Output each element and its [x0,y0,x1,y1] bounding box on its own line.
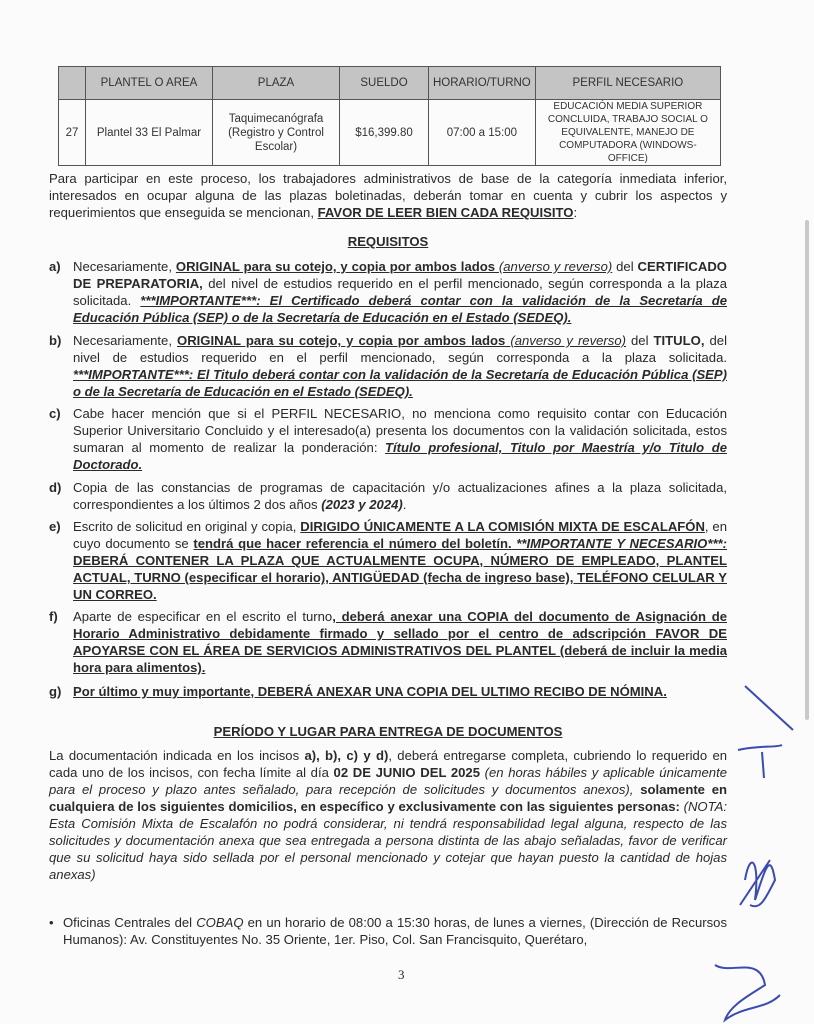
req-e-t5: **IMPORTANTE Y NECESARIO***: [511,536,728,551]
page-number: 3 [398,967,405,982]
req-a-t1: Necesariamente, [73,259,176,274]
bullet-dot-icon: • [49,915,54,930]
cell-sueldo: $16,399.80 [340,100,429,166]
req-c-t1: Cabe hacer mención que si el [73,406,272,421]
bullet-t2: COBAQ [196,915,244,930]
intro-emphasis: FAVOR DE LEER BIEN CADA REQUISITO [317,205,574,220]
req-c-t4: Título profesional, Titulo por Maestría y/o Titulo de Doctorado. [73,440,727,472]
requisito-c-label: c) [49,406,61,421]
req-a-t6: del nivel de estudios requerido en el perfil mencionado, según corresponda a la plaza solicitada. [73,276,728,308]
req-e-t1: Escrito de solicitud en original y copia, [73,519,301,534]
req-f-t1: Aparte de especificar en el escrito el turno [73,609,333,624]
req-f-t2: , deberá anexar una COPIA del documento de Asignación de Horario Administrativo debidamente firmado y sellado por el centro de adscripción FAVOR DE APOYARSE CON EL ÁREA DE SERVICIOS ADMINISTRATIVOS DEL PLANTEL (deberá de incluir la media hora para alimentos). [73,609,727,675]
req-a-t3: (anverso y reverso) [498,259,613,274]
requisito-d-label: d) [49,480,62,495]
cell-horario: 07:00 a 15:00 [429,100,536,166]
col-header-plaza: PLAZA [213,67,340,100]
bullet-t1: Oficinas Centrales del [63,915,197,930]
periodo-t2: a), b), c) y d) [304,748,389,763]
cell-plaza: Taquimecanógrafa (Registro y Control Escolar) [213,100,340,166]
req-c-t3: , no menciona como requisito contar con Educación Superior Universitario Concluido y el interesado(a) presenta los documentos con la validación solicitada, estos sumaran al momento de realizar la ponderación: [73,406,727,455]
requisito-f-label: f) [49,609,58,624]
req-e-t4: tendrá que hacer referencia el número del boletín. [193,536,512,551]
req-d-t1: Copia de las constancias de programas de capacitación y/o actualizaciones afines a la plaza solicitada, correspondientes a los últimos 2 dos años [73,480,727,512]
pen-mark-icon [738,745,782,778]
requisito-g-label: g) [49,684,62,699]
signature-icon [740,860,775,906]
req-d-t2: (2023 y 2024) [321,497,403,512]
req-e-t2: DIRIGIDO ÚNICAMENTE A LA COMISIÓN MIXTA DE ESCALAFÓN [300,519,705,534]
req-a-t4: del [612,259,638,274]
periodo-t5: (en horas hábiles y aplicable únicamente para el proceso y plazo antes señalado, para recepción de solicitudes y documentos anexos), [49,765,727,797]
cell-perfil: EDUCACIÓN MEDIA SUPERIOR CONCLUIDA, TRABAJO SOCIAL O EQUIVALENTE, MANEJO DE COMPUTADORA (WINDOWS-OFFICE) [535,100,720,166]
req-g-t1: Por último y muy importante, DEBERÁ ANEXAR UNA COPIA DEL ULTIMO RECIBO DE NÓMINA. [73,684,667,699]
periodo-t3: , deberá entregarse completa, cubriendo lo requerido en cada uno de los incisos, con fecha límite al día [49,748,728,780]
periodo-t1: La documentación indicada en los incisos [49,748,305,763]
periodo-t7: (NOTA: Esta Comisión Mixta de Escalafón no podrá considerar, ni tendrá responsabilidad legal alguna, respecto de las solicitudes y documentación anexa que sea entregada a persona distinta de las abajo señaladas, favor de verificar que su solicitud haya sido sellada por el personal mencionado y cotejar que hayan puesto la cantidad de hojas anexas) [49,799,727,882]
bullet-t3: en un horario de 08:00 a 15:30 horas, de lunes a viernes, (Dirección de Recursos Humanos): Av. Constituyentes No. 35 Oriente, 1er. Piso, Col. San Francisquito, Querétaro, [63,915,727,947]
req-b-t5: TITULO, [653,333,705,348]
col-header-sueldo: SUELDO [340,67,429,100]
req-a-t2: ORIGINAL para su cotejo, y copia por ambos lados [175,259,499,274]
cell-num: 27 [59,100,86,166]
req-b-t3: (anverso y reverso) [510,333,626,348]
cell-plantel: Plantel 33 El Palmar [86,100,213,166]
requisito-b-label: b) [49,333,62,348]
requisito-e-label: e) [49,519,61,534]
requisito-a-label: a) [49,259,61,274]
pen-stroke-icon [745,686,793,730]
req-b-t2: ORIGINAL para su cotejo, y copia por ambos lados [177,333,511,348]
col-header-plantel: PLANTEL O AREA [86,67,213,100]
req-b-t7: ***IMPORTANTE***: El Titulo deberá contar con la validación de la Secretaría de Educación Pública (SEP) o de la Secretaría de Educación en el Estado (SEDEQ). [73,367,727,399]
scrollbar[interactable] [805,220,809,720]
req-e-t3: , en cuyo documento se [73,519,727,551]
req-e-t6: DEBERÁ CONTENER LA PLAZA QUE ACTUALMENTE OCUPA, NÚMERO DE EMPLEADO, PLANTEL ACTUAL, TURNO (especificar el horario), ANTIGÜEDAD (fecha de ingreso base), TELÉFONO CELULAR Y UN CORREO. [73,553,727,602]
req-d-t3: . [402,497,407,512]
req-b-t4: del [625,333,654,348]
req-b-t6: del nivel de estudios requerido en el perfil mencionado, según corresponda a la plaza solicitada. [73,333,727,365]
req-c-t2: PERFIL NECESARIO [271,406,402,421]
periodo-t6: solamente en cualquiera de los siguientes domicilios, en específico y exclusivamente con las siguientes personas: [49,782,728,814]
requisitos-heading: REQUISITOS [347,234,429,249]
req-a-t7: ***IMPORTANTE***: El Certificado deberá contar con la validación de la Secretaría de Educación Pública (SEP) o de la Secretaría de Educación en el Estado (SEDEQ). [73,293,727,325]
initials-icon [715,965,780,1020]
intro-text: Para participar en este proceso, los trabajadores administrativos de base de la categoría inmediata inferior, interesados en ocupar alguna de las plazas boletinadas, deberán tomar en cuenta y cubrir los aspectos y requerimientos que enseguida se mencionan, [49,171,727,220]
col-header-horario: HORARIO/TURNO [429,67,536,100]
periodo-heading: PERÍODO Y LUGAR PARA ENTREGA DE DOCUMENTOS [213,724,563,739]
col-header-perfil: PERFIL NECESARIO [535,67,720,100]
req-a-t5: CERTIFICADO DE PREPARATORIA, [73,259,727,291]
intro-end: : [573,205,578,220]
periodo-t4: 02 DE JUNIO DEL 2025 [333,765,480,780]
req-b-t1: Necesariamente, [73,333,178,348]
